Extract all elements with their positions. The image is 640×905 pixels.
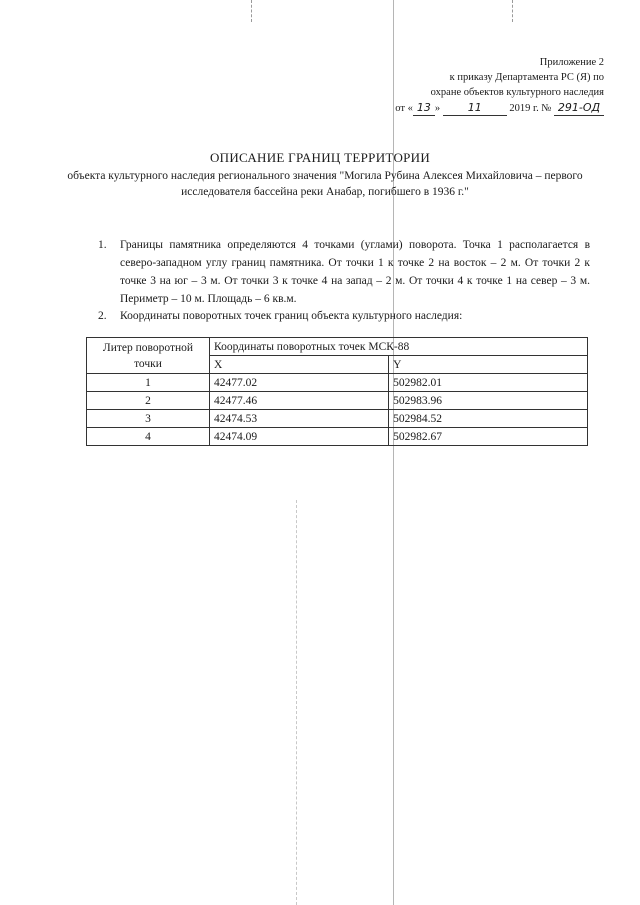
date-year: 2019 г. № [509, 103, 552, 114]
table-row [87, 410, 588, 428]
date-day: 13 [413, 100, 435, 116]
page-title: ОПИСАНИЕ ГРАНИЦ ТЕРРИТОРИИ [209, 150, 431, 165]
cell-x: 42474.09 [210, 428, 389, 446]
order-number: 291-ОД [554, 100, 604, 116]
header-y: Y [389, 356, 588, 374]
date-prefix: от « [395, 103, 413, 114]
cell-point: 3 [87, 410, 210, 428]
cell-x: 42477.46 [210, 392, 389, 410]
paragraph-number: 1. [98, 239, 107, 251]
table-row [87, 374, 588, 392]
cell-point: 2 [87, 392, 210, 410]
appendix-block [395, 55, 604, 116]
appendix-line-2: к приказу Департамента РС (Я) по [449, 72, 604, 83]
cell-point: 1 [87, 374, 210, 392]
cell-point: 4 [87, 428, 210, 446]
date-month: 11 [443, 100, 507, 116]
paragraph-text: Границы памятника определяются 4 точками (углами) поворота. Точка 1 располагается в северо-западном углу границ памятника. От точки 1 к точке 2 на восток – 2 м. От точки 2 к точке 3 на юг – 3 м. От точки 3 к точке 4 на запад – 2 м. От точки 4 к точке 1 на север – 3 м. Периметр – 10 м. Площадь – 6 кв.м. [120, 239, 590, 305]
paragraph-text: Координаты поворотных точек границ объекта культурного наследия: [120, 310, 463, 322]
scan-line [393, 0, 394, 905]
page-subtitle: объекта культурного наследия регионального значения "Могила Рубина Алексея Михайловича – первого исследователя бассейна реки Анабар, погибшего в 1936 г." [67, 170, 583, 198]
cell-x: 42477.02 [210, 374, 389, 392]
table-row [87, 428, 588, 446]
paragraph-number: 2. [98, 310, 107, 322]
cell-y: 502983.96 [389, 392, 588, 410]
scan-line [512, 0, 513, 22]
appendix-line-1: Приложение 2 [539, 57, 604, 68]
cell-y: 502982.67 [389, 428, 588, 446]
appendix-line-3: охране объектов культурного наследия [430, 87, 604, 98]
coordinates-table [86, 337, 588, 446]
appendix-date-line [395, 100, 604, 116]
table-header-row [87, 338, 588, 356]
cell-x: 42474.53 [210, 410, 389, 428]
date-mid: » [434, 103, 441, 114]
header-x: X [210, 356, 389, 374]
header-point-letter: Литер поворотной точки [87, 338, 210, 374]
header-coordinates-group: Координаты поворотных точек МСК-88 [210, 338, 588, 356]
table-row [87, 392, 588, 410]
paragraph-2 [98, 307, 590, 325]
cell-y: 502984.52 [389, 410, 588, 428]
scan-line [296, 500, 297, 905]
cell-y: 502982.01 [389, 374, 588, 392]
scan-line [251, 0, 252, 22]
paragraph-1 [98, 236, 590, 308]
